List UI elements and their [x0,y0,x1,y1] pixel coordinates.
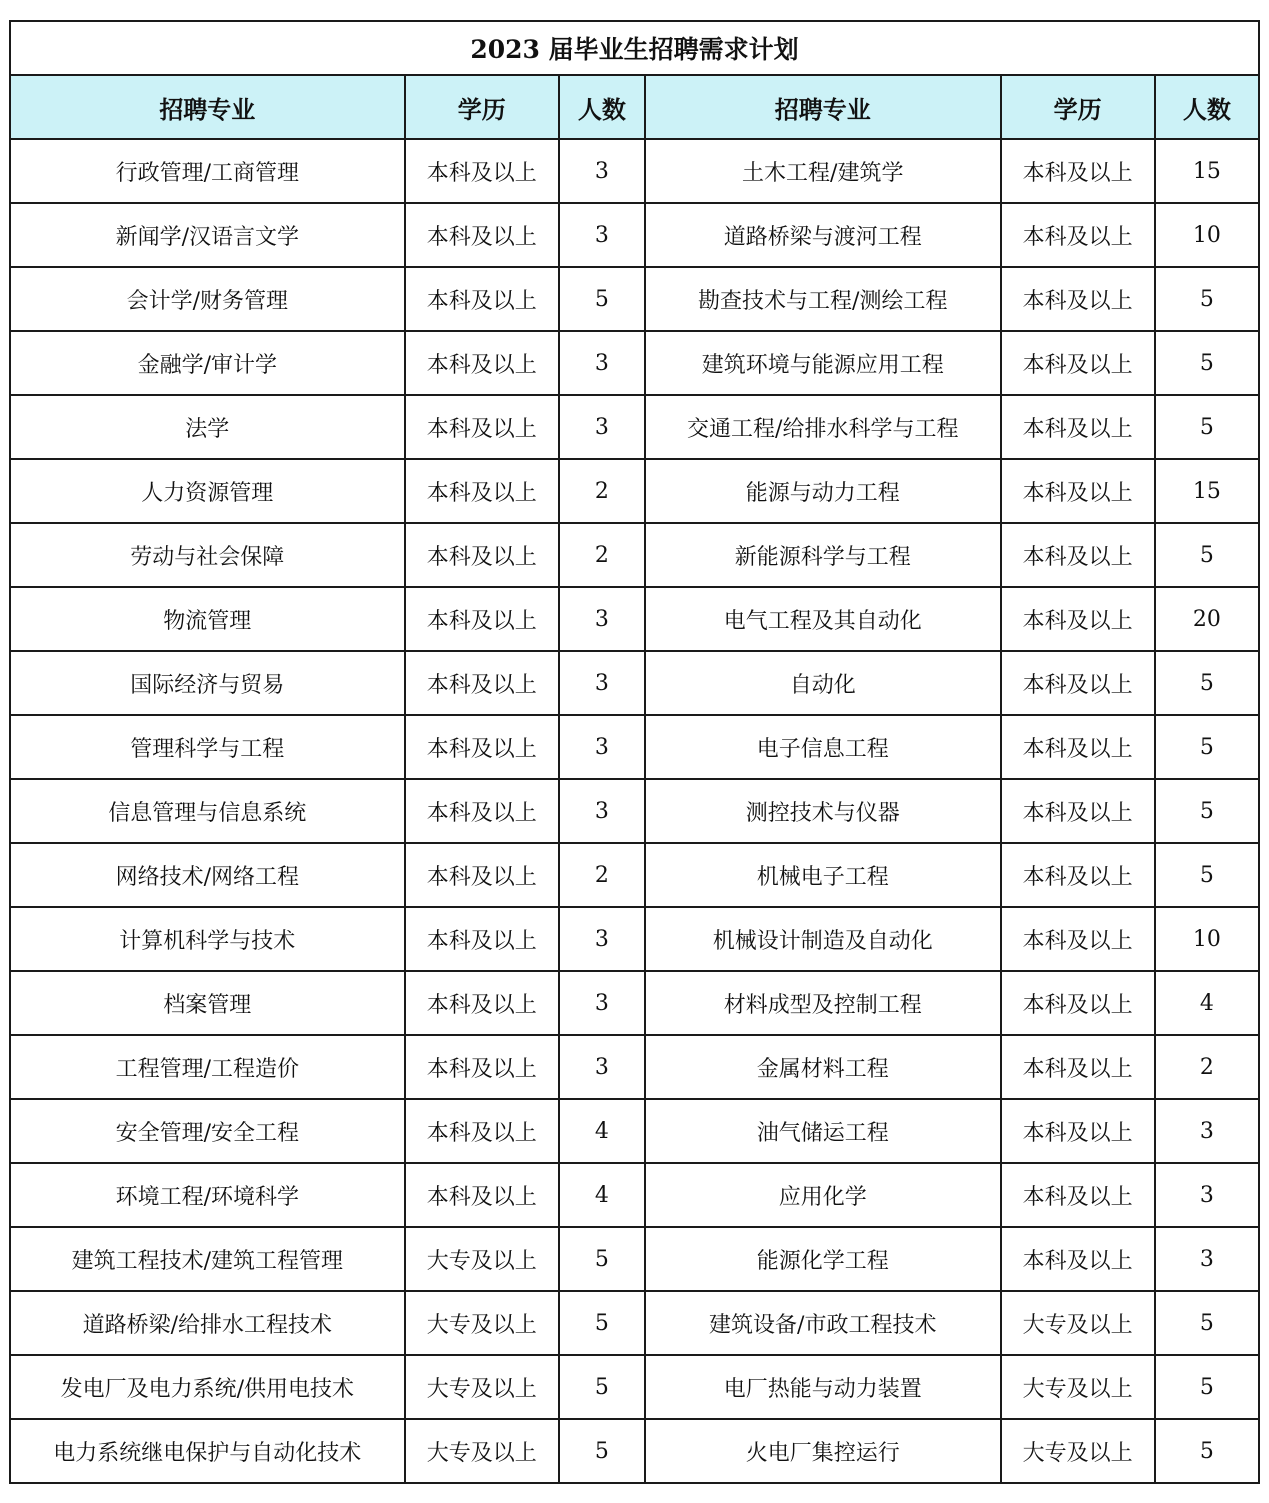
cell-major-left: 人力资源管理 [10,459,405,523]
cell-education-left: 大专及以上 [405,1227,559,1291]
cell-count-left: 3 [559,907,645,971]
cell-education-right: 本科及以上 [1001,331,1155,395]
cell-count-left: 5 [559,1227,645,1291]
cell-major-right: 火电厂集控运行 [645,1419,1001,1483]
cell-major-right: 机械电子工程 [645,843,1001,907]
cell-major-right: 能源化学工程 [645,1227,1001,1291]
cell-major-right: 电子信息工程 [645,715,1001,779]
cell-education-right: 本科及以上 [1001,779,1155,843]
table-row [10,139,1259,203]
cell-count-right: 5 [1155,331,1259,395]
cell-major-right: 油气储运工程 [645,1099,1001,1163]
cell-education-right: 本科及以上 [1001,1163,1155,1227]
cell-count-right: 5 [1155,395,1259,459]
cell-count-right: 20 [1155,587,1259,651]
cell-education-right: 本科及以上 [1001,459,1155,523]
cell-count-right: 5 [1155,1291,1259,1355]
table-row [10,1163,1259,1227]
cell-count-left: 3 [559,779,645,843]
cell-count-left: 2 [559,459,645,523]
cell-count-right: 5 [1155,523,1259,587]
cell-count-right: 10 [1155,907,1259,971]
cell-major-left: 新闻学/汉语言文学 [10,203,405,267]
table-body [10,139,1259,1483]
header-education-right: 学历 [1001,75,1155,139]
header-major-left: 招聘专业 [10,75,405,139]
header-count-right: 人数 [1155,75,1259,139]
cell-count-left: 3 [559,203,645,267]
cell-major-left: 金融学/审计学 [10,331,405,395]
cell-education-right: 本科及以上 [1001,715,1155,779]
cell-count-right: 5 [1155,267,1259,331]
header-count-left: 人数 [559,75,645,139]
cell-education-left: 本科及以上 [405,523,559,587]
cell-major-right: 能源与动力工程 [645,459,1001,523]
cell-major-right: 应用化学 [645,1163,1001,1227]
cell-major-left: 信息管理与信息系统 [10,779,405,843]
cell-count-left: 3 [559,715,645,779]
table-row [10,971,1259,1035]
table-row [10,1035,1259,1099]
cell-count-right: 3 [1155,1163,1259,1227]
cell-major-left: 行政管理/工商管理 [10,139,405,203]
cell-count-left: 2 [559,523,645,587]
cell-education-right: 本科及以上 [1001,1035,1155,1099]
cell-education-left: 本科及以上 [405,1099,559,1163]
cell-major-left: 建筑工程技术/建筑工程管理 [10,1227,405,1291]
cell-education-left: 本科及以上 [405,203,559,267]
table-row [10,459,1259,523]
cell-education-right: 本科及以上 [1001,1227,1155,1291]
cell-count-left: 3 [559,395,645,459]
cell-education-right: 大专及以上 [1001,1419,1155,1483]
cell-major-right: 自动化 [645,651,1001,715]
cell-count-left: 5 [559,1419,645,1483]
cell-count-right: 5 [1155,1355,1259,1419]
cell-major-left: 劳动与社会保障 [10,523,405,587]
cell-major-left: 国际经济与贸易 [10,651,405,715]
cell-education-right: 本科及以上 [1001,523,1155,587]
cell-major-left: 电力系统继电保护与自动化技术 [10,1419,405,1483]
cell-count-left: 4 [559,1099,645,1163]
table-row [10,843,1259,907]
cell-count-left: 4 [559,1163,645,1227]
cell-education-left: 本科及以上 [405,715,559,779]
cell-education-left: 本科及以上 [405,651,559,715]
table-row [10,523,1259,587]
cell-major-right: 电厂热能与动力装置 [645,1355,1001,1419]
cell-education-left: 本科及以上 [405,267,559,331]
cell-education-left: 本科及以上 [405,331,559,395]
cell-count-left: 5 [559,1291,645,1355]
cell-education-right: 本科及以上 [1001,907,1155,971]
table-title: 2023 届毕业生招聘需求计划 [10,21,1259,75]
cell-count-left: 3 [559,651,645,715]
cell-education-right: 本科及以上 [1001,139,1155,203]
cell-count-right: 15 [1155,459,1259,523]
cell-education-right: 本科及以上 [1001,971,1155,1035]
cell-major-left: 安全管理/安全工程 [10,1099,405,1163]
cell-major-left: 发电厂及电力系统/供用电技术 [10,1355,405,1419]
cell-education-left: 本科及以上 [405,971,559,1035]
cell-count-left: 2 [559,843,645,907]
cell-education-left: 本科及以上 [405,395,559,459]
cell-major-left: 会计学/财务管理 [10,267,405,331]
table-row [10,203,1259,267]
cell-count-right: 5 [1155,843,1259,907]
cell-education-right: 本科及以上 [1001,395,1155,459]
table-title-row [10,21,1259,75]
table-row [10,907,1259,971]
cell-major-right: 电气工程及其自动化 [645,587,1001,651]
table-row [10,651,1259,715]
cell-major-left: 物流管理 [10,587,405,651]
cell-major-right: 勘查技术与工程/测绘工程 [645,267,1001,331]
cell-education-right: 大专及以上 [1001,1291,1155,1355]
cell-education-right: 本科及以上 [1001,203,1155,267]
cell-major-right: 交通工程/给排水科学与工程 [645,395,1001,459]
cell-count-left: 5 [559,1355,645,1419]
cell-education-left: 本科及以上 [405,843,559,907]
cell-count-right: 2 [1155,1035,1259,1099]
cell-education-right: 大专及以上 [1001,1355,1155,1419]
cell-education-right: 本科及以上 [1001,651,1155,715]
cell-count-left: 3 [559,587,645,651]
cell-education-left: 本科及以上 [405,1035,559,1099]
cell-count-right: 5 [1155,715,1259,779]
cell-major-left: 法学 [10,395,405,459]
table-row [10,1355,1259,1419]
table-row [10,331,1259,395]
cell-count-right: 15 [1155,139,1259,203]
cell-major-left: 档案管理 [10,971,405,1035]
cell-count-right: 10 [1155,203,1259,267]
cell-major-right: 建筑环境与能源应用工程 [645,331,1001,395]
cell-education-left: 本科及以上 [405,1163,559,1227]
recruitment-plan-table [9,20,1260,1484]
cell-education-left: 大专及以上 [405,1291,559,1355]
cell-education-right: 本科及以上 [1001,843,1155,907]
cell-education-left: 大专及以上 [405,1355,559,1419]
cell-education-left: 本科及以上 [405,459,559,523]
cell-education-left: 大专及以上 [405,1419,559,1483]
cell-count-right: 5 [1155,779,1259,843]
header-education-left: 学历 [405,75,559,139]
cell-major-right: 机械设计制造及自动化 [645,907,1001,971]
cell-education-left: 本科及以上 [405,779,559,843]
cell-major-right: 金属材料工程 [645,1035,1001,1099]
cell-count-right: 5 [1155,651,1259,715]
table-row [10,395,1259,459]
header-major-right: 招聘专业 [645,75,1001,139]
cell-major-right: 材料成型及控制工程 [645,971,1001,1035]
cell-education-left: 本科及以上 [405,587,559,651]
table-row [10,715,1259,779]
cell-education-left: 本科及以上 [405,907,559,971]
cell-major-left: 管理科学与工程 [10,715,405,779]
cell-count-left: 3 [559,139,645,203]
cell-major-left: 计算机科学与技术 [10,907,405,971]
cell-count-left: 3 [559,331,645,395]
cell-count-right: 3 [1155,1227,1259,1291]
cell-education-right: 本科及以上 [1001,267,1155,331]
cell-count-left: 3 [559,971,645,1035]
table-row [10,267,1259,331]
cell-major-left: 工程管理/工程造价 [10,1035,405,1099]
table-row [10,779,1259,843]
cell-education-right: 本科及以上 [1001,1099,1155,1163]
cell-major-right: 测控技术与仪器 [645,779,1001,843]
cell-major-left: 环境工程/环境科学 [10,1163,405,1227]
cell-count-left: 5 [559,267,645,331]
cell-count-right: 4 [1155,971,1259,1035]
cell-major-left: 网络技术/网络工程 [10,843,405,907]
cell-major-right: 道路桥梁与渡河工程 [645,203,1001,267]
table-header-row [10,75,1259,139]
cell-major-right: 新能源科学与工程 [645,523,1001,587]
table-row [10,1099,1259,1163]
cell-count-right: 3 [1155,1099,1259,1163]
table-row [10,1419,1259,1483]
cell-major-left: 道路桥梁/给排水工程技术 [10,1291,405,1355]
cell-education-left: 本科及以上 [405,139,559,203]
cell-education-right: 本科及以上 [1001,587,1155,651]
cell-major-right: 建筑设备/市政工程技术 [645,1291,1001,1355]
table-row [10,587,1259,651]
cell-major-right: 土木工程/建筑学 [645,139,1001,203]
cell-count-left: 3 [559,1035,645,1099]
table-row [10,1291,1259,1355]
table-row [10,1227,1259,1291]
cell-count-right: 5 [1155,1419,1259,1483]
